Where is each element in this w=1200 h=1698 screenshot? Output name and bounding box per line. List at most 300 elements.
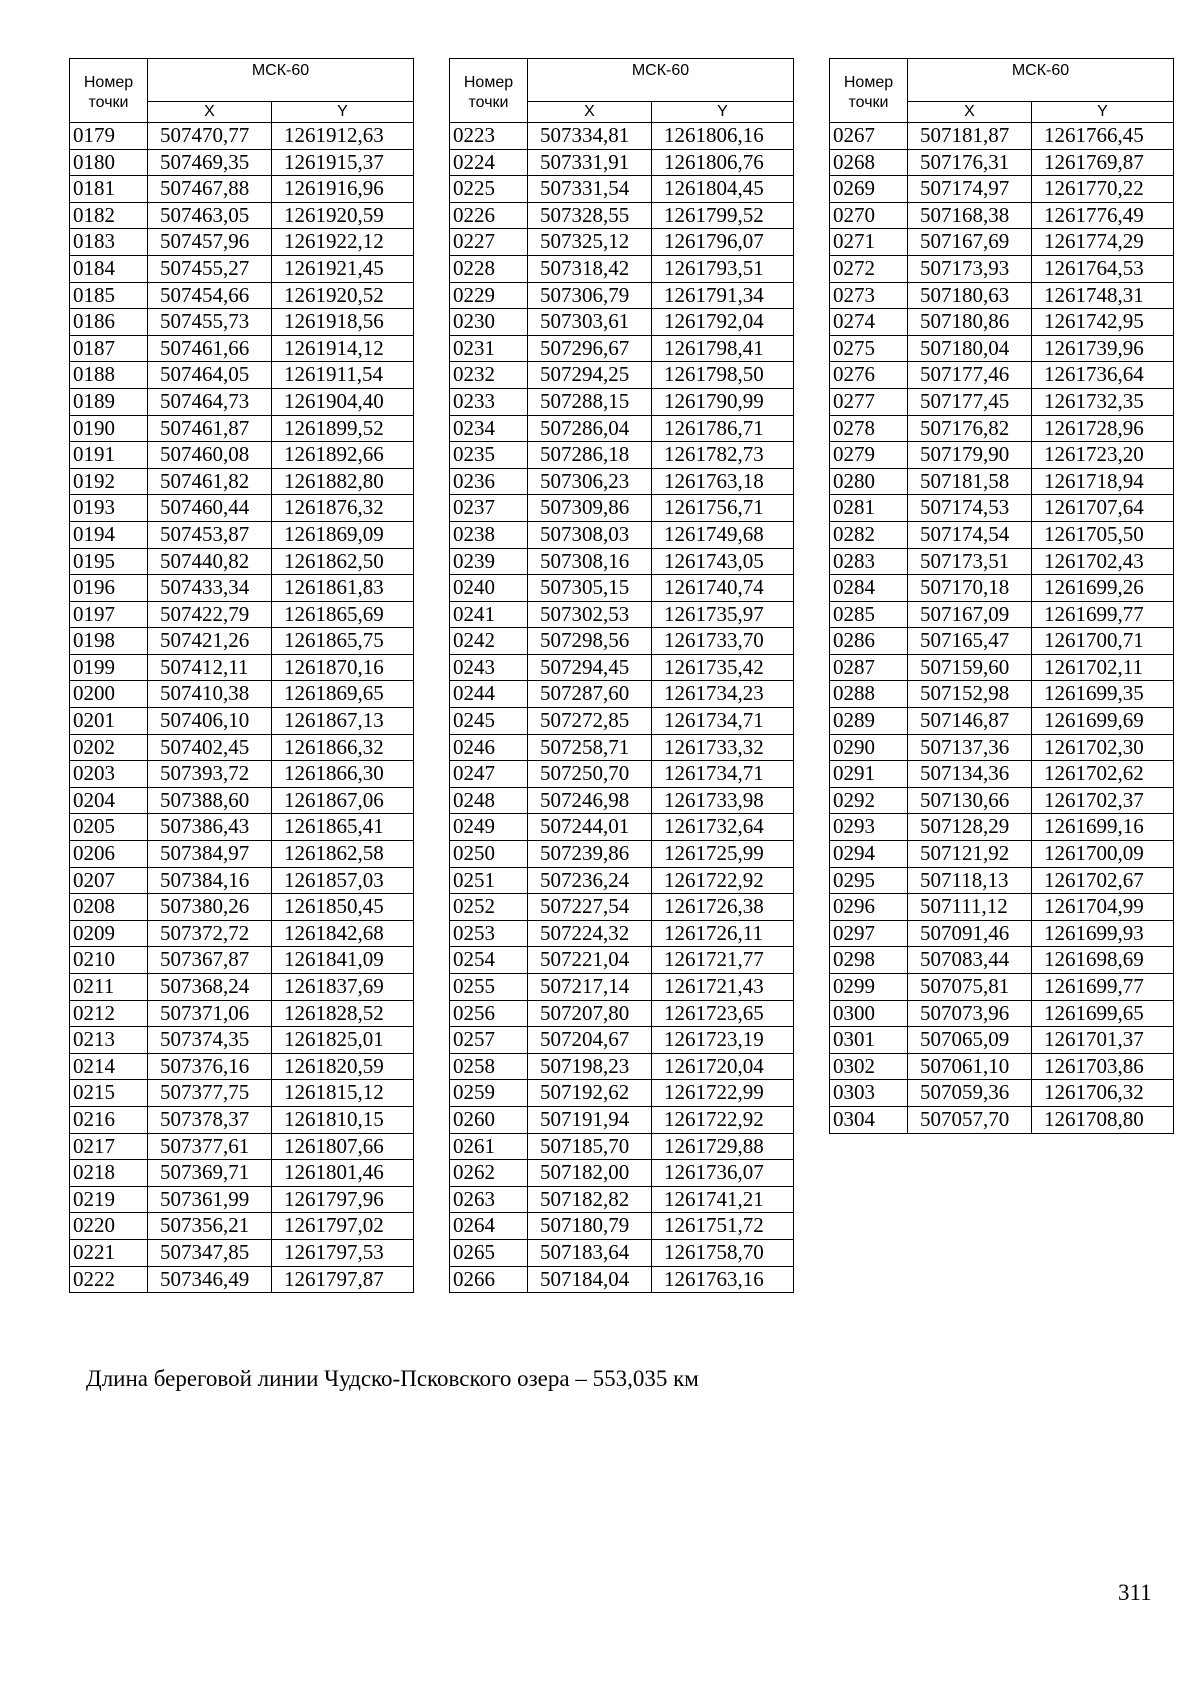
y-coordinate-cell: 1261732,64 [652,814,794,841]
x-coordinate-cell: 507306,79 [528,282,652,309]
point-number-cell: 0302 [830,1053,908,1080]
y-coordinate-cell: 1261758,70 [652,1239,794,1266]
table-row [70,335,414,362]
table-row [450,734,794,761]
y-coordinate-cell: 1261769,87 [1032,149,1174,176]
y-coordinate-cell: 1261733,32 [652,734,794,761]
x-coordinate-cell: 507182,82 [528,1186,652,1213]
y-coordinate-cell: 1261797,53 [272,1239,414,1266]
point-number-cell: 0220 [70,1213,148,1240]
table-row [450,442,794,469]
table-row [450,335,794,362]
point-number-cell: 0262 [450,1160,528,1187]
x-coordinate-cell: 507181,58 [908,468,1032,495]
table-row [830,495,1174,522]
y-coordinate-cell: 1261797,87 [272,1266,414,1293]
table-row [70,761,414,788]
point-number-cell: 0293 [830,814,908,841]
y-coordinate-cell: 1261733,70 [652,628,794,655]
table-row [450,628,794,655]
point-number-cell: 0250 [450,841,528,868]
y-coordinate-cell: 1261763,18 [652,468,794,495]
point-number-cell: 0182 [70,202,148,229]
table-row [830,202,1174,229]
x-coordinate-cell: 507167,69 [908,229,1032,256]
x-coordinate-cell: 507393,72 [148,761,272,788]
x-coordinate-cell: 507207,80 [528,1000,652,1027]
y-coordinate-cell: 1261743,05 [652,548,794,575]
y-coordinate-cell: 1261837,69 [272,974,414,1001]
y-coordinate-cell: 1261766,45 [1032,123,1174,150]
point-number-cell: 0199 [70,654,148,681]
point-number-cell: 0272 [830,255,908,282]
y-coordinate-cell: 1261797,96 [272,1186,414,1213]
x-coordinate-cell: 507384,97 [148,841,272,868]
table-row [830,1053,1174,1080]
point-number-cell: 0228 [450,255,528,282]
x-coordinate-cell: 507469,35 [148,149,272,176]
x-coordinate-cell: 507246,98 [528,787,652,814]
x-coordinate-cell: 507294,45 [528,654,652,681]
y-coordinate-cell: 1261796,07 [652,229,794,256]
y-coordinate-cell: 1261764,53 [1032,255,1174,282]
table-row [830,947,1174,974]
point-number-cell: 0203 [70,761,148,788]
y-coordinate-cell: 1261810,15 [272,1106,414,1133]
point-number-cell: 0263 [450,1186,528,1213]
y-coordinate-cell: 1261705,50 [1032,521,1174,548]
point-number-cell: 0227 [450,229,528,256]
y-coordinate-cell: 1261876,32 [272,495,414,522]
y-coordinate-cell: 1261728,96 [1032,415,1174,442]
point-number-cell: 0247 [450,761,528,788]
x-coordinate-cell: 507057,70 [908,1106,1032,1133]
y-coordinate-cell: 1261866,32 [272,734,414,761]
point-number-cell: 0226 [450,202,528,229]
table-row [70,495,414,522]
table-row [450,282,794,309]
point-number-cell: 0298 [830,947,908,974]
point-number-cell: 0181 [70,176,148,203]
y-coordinate-cell: 1261700,09 [1032,841,1174,868]
y-coordinate-cell: 1261899,52 [272,415,414,442]
y-coordinate-cell: 1261704,99 [1032,894,1174,921]
table-row [830,1106,1174,1133]
point-number-cell: 0221 [70,1239,148,1266]
point-number-cell: 0299 [830,974,908,1001]
table-row [830,1000,1174,1027]
point-number-cell: 0206 [70,841,148,868]
x-coordinate-cell: 507288,15 [528,388,652,415]
table-row [450,601,794,628]
point-number-cell: 0234 [450,415,528,442]
x-coordinate-cell: 507454,66 [148,282,272,309]
y-coordinate-cell: 1261733,98 [652,787,794,814]
y-coordinate-cell: 1261806,76 [652,149,794,176]
point-number-cell: 0300 [830,1000,908,1027]
y-coordinate-cell: 1261904,40 [272,388,414,415]
coordinates-table-2 [449,58,794,1293]
x-coordinate-cell: 507386,43 [148,814,272,841]
point-number-cell: 0198 [70,628,148,655]
table-row [70,841,414,868]
y-coordinate-cell: 1261734,71 [652,708,794,735]
point-number-cell: 0229 [450,282,528,309]
table-row [450,787,794,814]
y-coordinate-cell: 1261702,30 [1032,734,1174,761]
table-row [830,149,1174,176]
table-row [70,1266,414,1293]
x-coordinate-cell: 507331,91 [528,149,652,176]
x-coordinate-cell: 507368,24 [148,974,272,1001]
table-row [450,149,794,176]
table-row [70,814,414,841]
table-row [70,468,414,495]
x-coordinate-cell: 507384,16 [148,867,272,894]
table-row [450,1000,794,1027]
y-coordinate-cell: 1261699,77 [1032,974,1174,1001]
x-coordinate-cell: 507306,23 [528,468,652,495]
coordinate-system-header: МСК-60 [148,59,414,102]
y-coordinate-cell: 1261861,83 [272,575,414,602]
x-coordinate-cell: 507258,71 [528,734,652,761]
table-row [830,628,1174,655]
x-coordinate-cell: 507176,31 [908,149,1032,176]
table-row [450,495,794,522]
point-number-cell: 0216 [70,1106,148,1133]
point-number-cell: 0207 [70,867,148,894]
y-coordinate-cell: 1261701,37 [1032,1027,1174,1054]
point-number-cell: 0251 [450,867,528,894]
point-number-cell: 0282 [830,521,908,548]
x-coordinate-cell: 507198,23 [528,1053,652,1080]
coordinate-system-header: МСК-60 [528,59,794,102]
shoreline-length-text: Длина береговой линии Чудско-Псковского озера – 553,035 км [86,1366,699,1391]
x-coordinate-cell: 507244,01 [528,814,652,841]
y-coordinate-cell: 1261882,80 [272,468,414,495]
x-coordinate-cell: 507128,29 [908,814,1032,841]
point-number-cell: 0265 [450,1239,528,1266]
y-coordinate-cell: 1261916,96 [272,176,414,203]
point-number-cell: 0259 [450,1080,528,1107]
point-number-cell: 0214 [70,1053,148,1080]
table-row [830,841,1174,868]
x-coordinate-cell: 507367,87 [148,947,272,974]
y-coordinate-cell: 1261718,94 [1032,468,1174,495]
x-coordinate-cell: 507173,93 [908,255,1032,282]
x-coordinate-cell: 507061,10 [908,1053,1032,1080]
point-number-cell: 0217 [70,1133,148,1160]
point-number-cell: 0297 [830,920,908,947]
point-number-cell: 0210 [70,947,148,974]
y-coordinate-cell: 1261857,03 [272,867,414,894]
table-row [70,974,414,1001]
y-coordinate-cell: 1261865,41 [272,814,414,841]
y-coordinate-cell: 1261702,37 [1032,787,1174,814]
x-coordinate-cell: 507168,38 [908,202,1032,229]
x-coordinate-cell: 507455,27 [148,255,272,282]
point-number-cell: 0301 [830,1027,908,1054]
x-coordinate-cell: 507250,70 [528,761,652,788]
y-coordinate-cell: 1261732,35 [1032,388,1174,415]
table-row [830,734,1174,761]
y-coordinate-cell: 1261892,66 [272,442,414,469]
y-coordinate-cell: 1261866,30 [272,761,414,788]
x-coordinate-cell: 507294,25 [528,362,652,389]
y-coordinate-cell: 1261791,34 [652,282,794,309]
point-number-cell: 0280 [830,468,908,495]
y-coordinate-cell: 1261865,69 [272,601,414,628]
x-coordinate-cell: 507180,63 [908,282,1032,309]
y-coordinate-cell: 1261920,59 [272,202,414,229]
x-coordinate-cell: 507377,61 [148,1133,272,1160]
point-number-cell: 0274 [830,309,908,336]
x-coordinate-cell: 507180,86 [908,309,1032,336]
point-number-cell: 0223 [450,123,528,150]
x-coordinate-cell: 507192,62 [528,1080,652,1107]
y-coordinate-cell: 1261815,12 [272,1080,414,1107]
x-coordinate-cell: 507374,35 [148,1027,272,1054]
point-number-cell: 0243 [450,654,528,681]
y-coordinate-cell: 1261862,50 [272,548,414,575]
x-coordinate-cell: 507174,54 [908,521,1032,548]
x-coordinate-cell: 507460,44 [148,495,272,522]
point-number-cell: 0192 [70,468,148,495]
table-row [70,415,414,442]
table-row [70,920,414,947]
point-number-cell: 0255 [450,974,528,1001]
table-row [830,521,1174,548]
y-coordinate-cell: 1261725,99 [652,841,794,868]
table-row [70,575,414,602]
point-number-cell: 0292 [830,787,908,814]
x-coordinate-cell: 507204,67 [528,1027,652,1054]
y-coordinate-cell: 1261702,11 [1032,654,1174,681]
point-number-cell: 0277 [830,388,908,415]
table-row [450,1106,794,1133]
table-row [70,681,414,708]
point-number-cell: 0273 [830,282,908,309]
y-coordinate-cell: 1261912,63 [272,123,414,150]
y-coordinate-cell: 1261774,29 [1032,229,1174,256]
x-coordinate-cell: 507111,12 [908,894,1032,921]
point-number-cell: 0208 [70,894,148,921]
table-row [450,708,794,735]
table-row [830,388,1174,415]
x-coordinate-cell: 507137,36 [908,734,1032,761]
point-number-cell: 0231 [450,335,528,362]
table-row [70,362,414,389]
point-number-cell: 0233 [450,388,528,415]
point-number-cell: 0201 [70,708,148,735]
point-number-cell: 0276 [830,362,908,389]
table-row [830,415,1174,442]
x-coordinate-cell: 507272,85 [528,708,652,735]
table-row [450,841,794,868]
table-row [70,708,414,735]
point-number-cell: 0278 [830,415,908,442]
point-number-cell: 0189 [70,388,148,415]
point-number-cell: 0190 [70,415,148,442]
x-coordinate-cell: 507371,06 [148,1000,272,1027]
point-number-cell: 0254 [450,947,528,974]
table-row [70,867,414,894]
x-coordinate-cell: 507167,09 [908,601,1032,628]
x-coordinate-cell: 507180,04 [908,335,1032,362]
y-coordinate-cell: 1261807,66 [272,1133,414,1160]
y-coordinate-cell: 1261700,71 [1032,628,1174,655]
x-coordinate-cell: 507309,86 [528,495,652,522]
x-coordinate-cell: 507185,70 [528,1133,652,1160]
y-coordinate-cell: 1261740,74 [652,575,794,602]
x-coordinate-cell: 507227,54 [528,894,652,921]
y-coordinate-cell: 1261804,45 [652,176,794,203]
x-coordinate-cell: 507174,53 [908,495,1032,522]
point-number-cell: 0209 [70,920,148,947]
x-coordinate-cell: 507239,86 [528,841,652,868]
x-coordinate-cell: 507224,32 [528,920,652,947]
point-number-cell: 0186 [70,309,148,336]
point-number-cell: 0268 [830,149,908,176]
table-row [70,947,414,974]
table-row [450,654,794,681]
table-row [450,894,794,921]
table-row [830,1027,1174,1054]
x-coordinate-cell: 507286,18 [528,442,652,469]
table-row [70,1186,414,1213]
point-number-cell: 0257 [450,1027,528,1054]
x-coordinate-cell: 507181,87 [908,123,1032,150]
x-coordinate-cell: 507461,66 [148,335,272,362]
x-coordinate-cell: 507464,73 [148,388,272,415]
y-coordinate-cell: 1261699,65 [1032,1000,1174,1027]
x-header: X [148,102,272,123]
y-coordinate-cell: 1261723,65 [652,1000,794,1027]
table-row [70,1160,414,1187]
x-coordinate-cell: 507221,04 [528,947,652,974]
table-row [450,309,794,336]
y-coordinate-cell: 1261786,71 [652,415,794,442]
x-coordinate-cell: 507346,49 [148,1266,272,1293]
x-coordinate-cell: 507065,09 [908,1027,1032,1054]
y-coordinate-cell: 1261920,52 [272,282,414,309]
table-row [450,202,794,229]
coordinates-table-1 [69,58,414,1293]
x-coordinate-cell: 507191,94 [528,1106,652,1133]
point-number-cell: 0275 [830,335,908,362]
x-coordinate-cell: 507180,79 [528,1213,652,1240]
y-coordinate-cell: 1261763,16 [652,1266,794,1293]
x-coordinate-cell: 507461,82 [148,468,272,495]
point-number-cell: 0202 [70,734,148,761]
x-coordinate-cell: 507176,82 [908,415,1032,442]
y-coordinate-cell: 1261734,23 [652,681,794,708]
x-coordinate-cell: 507302,53 [528,601,652,628]
x-coordinate-cell: 507380,26 [148,894,272,921]
point-number-header: Номер точки [70,59,148,123]
x-coordinate-cell: 507361,99 [148,1186,272,1213]
x-coordinate-cell: 507453,87 [148,521,272,548]
point-number-cell: 0236 [450,468,528,495]
point-number-cell: 0238 [450,521,528,548]
point-number-cell: 0296 [830,894,908,921]
point-number-cell: 0253 [450,920,528,947]
point-number-cell: 0244 [450,681,528,708]
y-coordinate-cell: 1261735,97 [652,601,794,628]
table-row [70,1239,414,1266]
point-number-cell: 0225 [450,176,528,203]
y-coordinate-cell: 1261869,09 [272,521,414,548]
x-coordinate-cell: 507184,04 [528,1266,652,1293]
table-row [70,1080,414,1107]
table-row [450,229,794,256]
x-coordinate-cell: 507422,79 [148,601,272,628]
point-number-cell: 0283 [830,548,908,575]
table-row [830,761,1174,788]
point-number-cell: 0284 [830,575,908,602]
y-coordinate-cell: 1261869,65 [272,681,414,708]
point-number-cell: 0285 [830,601,908,628]
x-coordinate-cell: 507152,98 [908,681,1032,708]
table-row [830,681,1174,708]
table-row [450,468,794,495]
table-row [450,362,794,389]
table-row [70,123,414,150]
y-coordinate-cell: 1261820,59 [272,1053,414,1080]
point-number-cell: 0179 [70,123,148,150]
point-number-cell: 0271 [830,229,908,256]
y-coordinate-cell: 1261702,67 [1032,867,1174,894]
y-coordinate-cell: 1261798,50 [652,362,794,389]
x-coordinate-cell: 507455,73 [148,309,272,336]
point-number-cell: 0245 [450,708,528,735]
point-number-cell: 0215 [70,1080,148,1107]
y-coordinate-cell: 1261707,64 [1032,495,1174,522]
point-number-cell: 0267 [830,123,908,150]
point-number-cell: 0180 [70,149,148,176]
table-row [830,1080,1174,1107]
point-number-cell: 0264 [450,1213,528,1240]
point-number-cell: 0184 [70,255,148,282]
y-coordinate-cell: 1261699,35 [1032,681,1174,708]
table-row [450,388,794,415]
y-coordinate-cell: 1261850,45 [272,894,414,921]
x-coordinate-cell: 507083,44 [908,947,1032,974]
table-row [70,1133,414,1160]
x-coordinate-cell: 507412,11 [148,654,272,681]
table-row [830,176,1174,203]
table-row [70,601,414,628]
table-row [450,974,794,1001]
y-coordinate-cell: 1261699,16 [1032,814,1174,841]
table-row [70,388,414,415]
point-number-cell: 0204 [70,787,148,814]
point-number-cell: 0270 [830,202,908,229]
table-row [450,1027,794,1054]
y-coordinate-cell: 1261782,73 [652,442,794,469]
table-row [70,1106,414,1133]
table-row [70,734,414,761]
x-coordinate-cell: 507179,90 [908,442,1032,469]
y-coordinate-cell: 1261722,99 [652,1080,794,1107]
y-coordinate-cell: 1261708,80 [1032,1106,1174,1133]
point-number-cell: 0239 [450,548,528,575]
table-row [450,1080,794,1107]
table-row [830,654,1174,681]
y-coordinate-cell: 1261915,37 [272,149,414,176]
y-coordinate-cell: 1261702,62 [1032,761,1174,788]
x-coordinate-cell: 507369,71 [148,1160,272,1187]
